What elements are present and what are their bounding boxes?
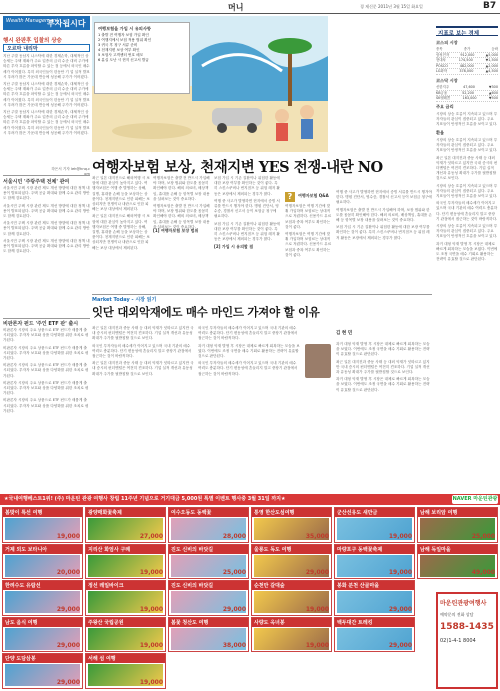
wm-title: 부자됩시다 (47, 19, 86, 28)
right-table-4-title: 환율 (436, 130, 445, 135)
table-row: POSCO 482,000 ▲2,000 (436, 63, 498, 68)
market-rule (92, 294, 432, 295)
left-body-2-text-d: 서울시민 주택 시장 관련 제도 개선 방향에 대한 정책 내용이 발표되었다. 주택 공급 확대와 함께 수요 관리 방안도 함께 검토된다. (3, 238, 90, 254)
ad-banner: ★국내여행베스트1위! (주) 마운틴 관광 여행사 창립 11주년 기념으로 거기대금 5,000원 특별 이벤트 행사중 3월 31일 까지★ (0, 494, 500, 505)
right-body-2-text: 시장의 상승 흐름이 지속되고 있으며 투자자들의 관심이 집중되고 있다. 주요 지표들이 안정적인 흐름을 보이고 있다. (436, 138, 498, 153)
main-headline: 여행자보험 보상, 천재지변 YES 전쟁-내란 NO (92, 159, 383, 176)
tour-price: 29,000 (305, 569, 329, 576)
article-col-1-text-b: 최근 일본 대지진으로 해외여행 시 보험에 대한 관심이 높아지고 있다. 여행자보험은 여행 중 발생하는 상해, 질병, 휴대품 손해 등을 보상하는 상품이다. 천재지변으로 인한 피해는 보상되지만 전쟁이나 내란으로 인한 피해는 보상 대상에서 제외된다. (92, 214, 150, 250)
tour-ad-title: 진도 신비의 바닷길 (169, 545, 248, 554)
tour-ad[interactable] (168, 617, 249, 653)
table-row: 종목 종가 등락 (436, 47, 498, 51)
tour-ad-title: 광양매화꽃축제 (86, 508, 165, 517)
tour-price: 19,000 (139, 678, 163, 686)
left-head-3: 서울시민 '주랑주택 전체' 관여 (3, 179, 70, 185)
tour-ad[interactable] (334, 544, 415, 580)
article-col-5-text: 여행자보험은 여행 기간에 맞춰 가입하며 보험료는 상대적으로 저렴하다. 신용카드 무료 보험과 중복 여부도 확인하는 것이 좋다. (285, 204, 332, 229)
tip-item: 6 분실 도난 시 현지 신고서 발급 (98, 58, 149, 62)
tour-ad[interactable] (2, 580, 83, 616)
tour-price: 29,000 (222, 605, 246, 613)
tour-price: 19,000 (139, 569, 163, 576)
left-body-3-text: 비판론자 시장의 주요 상품으로 ETF 펀드가 새롭게 출시되었다. 투자자 보호와 상품 다양화를 위한 조치로 평가된다. (3, 328, 89, 343)
left-body-3-text-e: 비판론자 시장의 주요 상품으로 ETF 펀드가 새롭게 출시되었다. 투자자 보호와 상품 다양화를 위한 조치로 평가된다. (3, 398, 89, 413)
table-row: 삼성전자 912,000 ▲5,000 (436, 52, 498, 57)
left-head-1: 행시 완판후 입찰의 상승 (3, 38, 62, 44)
tour-price: 38,000 (222, 642, 246, 649)
right-head-box (436, 26, 498, 36)
article-col-2-text: 여행자보험은 출발 전 반드시 가입해야 하며, 보장 범위와 한도를 꼼꼼히 확인해야 한다. 해외 의료비, 배상책임, 휴대품 손해 등 항목별 보장 내용을 살펴보는 것이 중요하다. (153, 176, 210, 201)
article-col-5-text-b: 여행자보험은 여행 기간에 맞춰 가입하며 보험료는 상대적으로 저렴하다. 신용카드 무료 보험과 중복 여부도 확인하는 것이 좋다. (285, 232, 332, 257)
market-col-2-text: 외국인 투자자들의 매수세가 이어지고 있으며 국내 기관의 매수 여력도 충분하다. 단기 변동성에 흔들리지 말고 중장기 관점에서 접근하는 것이 바람직하다. (198, 326, 298, 341)
left-byline: 하은서 기자 leh@hnq.c (51, 167, 90, 171)
tip-item: 1 출발 전 여행자 보험 가입 확인 (98, 33, 149, 37)
left-body-2-text-b: 서울시민 주택 시장 관련 제도 개선 방향에 대한 정책 내용이 발표되었다. 주택 공급 확대와 함께 수요 관리 방안도 함께 검토된다. (3, 203, 90, 219)
tour-price: 19,000 (139, 642, 163, 649)
tour-price: 19,000 (305, 605, 329, 613)
market-headline: 잇단 대외악재에도 매수 마인드 가져야 할 이유 (92, 305, 320, 319)
tour-price: 25,000 (471, 532, 495, 540)
tour-price: 19,000 (139, 605, 163, 613)
article-col-2-text-b: 여행자보험은 출발 전 반드시 가입해야 하며, 보장 범위와 한도를 꼼꼼히 확인해야 한다. 해외 의료비, 배상책임, 휴대품 손해 등 항목별 보장 내용을 살펴보는 것이 중요하다. (153, 204, 210, 229)
table-row: SK텔레콤 163,000 ▼500 (436, 96, 498, 101)
tour-ad[interactable] (2, 617, 83, 653)
tour-ad[interactable] (251, 544, 332, 580)
author-photo (305, 344, 331, 378)
right-body-1: 시장의 상승 흐름이 지속되고 있으며 투자자들의 관심이 집중되고 있다. 주요 지표들이 안정적인 흐름을 보이고 있다. (436, 112, 498, 127)
tour-ad-title: 주왕산 국립공원 (86, 618, 165, 627)
tour-ad[interactable] (417, 544, 498, 580)
market-col-2 (198, 326, 300, 490)
market-col-3 (336, 342, 432, 490)
tour-ad-title: 마량포구 동백꽃축제 (335, 545, 414, 554)
qa-title: 여행자보험 Q&A (298, 193, 329, 198)
article-col-6 (336, 190, 432, 292)
tour-ad[interactable] (85, 653, 166, 689)
article-subhead-1: [1] 여행자보험 보장 범위 (153, 228, 199, 233)
tour-ad-title: 여수오동도 동백꽃 (169, 508, 248, 517)
right-body-2 (436, 138, 498, 490)
tour-ad-title: 울릉도 독도 여행 (252, 545, 331, 554)
tour-ad-title: 봄꽃 청산도 여행 (169, 618, 248, 627)
tour-ad[interactable] (85, 507, 166, 543)
table-row: LG화학 378,000 ▲4,500 (436, 69, 498, 74)
left-body-3-text-c: 비판론자 시장의 주요 상품으로 ETF 펀드가 새롭게 출시되었다. 투자자 보호와 상품 다양화를 위한 조치로 평가된다. (3, 363, 89, 378)
left-rule-1 (3, 175, 90, 176)
tour-ad[interactable] (251, 507, 332, 543)
tour-price: 28,000 (222, 532, 246, 540)
tour-ad[interactable] (334, 580, 415, 616)
article-col-3 (214, 176, 280, 292)
tour-ad[interactable] (251, 617, 332, 653)
article-subhead-2: [2] 가입 시 유의할 점 (214, 244, 254, 249)
left-body-2 (3, 186, 90, 286)
tour-ad-title: 순천만 갈대숲 (252, 581, 331, 590)
tour-ad-title: 서해 섬 여행 (86, 654, 165, 663)
tour-price: 19,000 (388, 532, 412, 540)
tour-price: 19,000 (305, 642, 329, 649)
article-col-1 (92, 176, 150, 292)
right-head: 지표로 보는 경제 (438, 31, 480, 37)
tour-price: 29,000 (388, 642, 412, 649)
right-body-2-text-f: 과거 대형 악재 발생 후 시장은 대체로 빠르게 회복하는 모습을 보였다. 이번에도 조정 국면을 매수 기회로 활용하는 전략이 유효할 것으로 판단된다. (436, 241, 498, 262)
tour-price: 29,000 (56, 605, 80, 613)
article-col-5 (285, 204, 333, 292)
tour-ad[interactable] (85, 544, 166, 580)
tips-title: 여행보험을 가입 시 유의사항 (98, 26, 151, 31)
tour-price: 29,000 (388, 605, 412, 613)
issue-info: 경 제신문 2011년 3월 15일 화요일 (360, 4, 423, 9)
table-row: KB금융 52,200 ▲600 (436, 90, 498, 95)
right-table-2 (436, 85, 498, 102)
tip-item: 5 보험사 고객센터 번호 메모 (98, 53, 144, 57)
tour-price: 27,000 (139, 532, 163, 540)
left-body-2-text-c: 서울시민 주택 시장 관련 제도 개선 방향에 대한 정책 내용이 발표되었다. 주택 공급 확대와 함께 수요 관리 방안도 함께 검토된다. (3, 221, 90, 236)
tour-ad-title: 지리산 화엄사 구례 (86, 545, 165, 554)
market-col-1-text-b: 외국인 투자자들의 매수세가 이어지고 있으며 국내 기관의 매수 여력도 충분하다. 단기 변동성에 흔들리지 말고 중장기 관점에서 접근하는 것이 바람직하다. (92, 343, 192, 359)
article-col-6-text-b: 여행자보험은 출발 전 반드시 가입해야 하며, 보장 범위와 한도를 꼼꼼히 확인해야 한다. 해외 의료비, 배상책임, 휴대품 손해 등 항목별 보장 내용을 살펴보는 것이 중요하다. (336, 207, 432, 223)
agency-phone[interactable]: 1588-1435 (440, 622, 494, 632)
travel-insurance-tips (94, 22, 190, 94)
agency-box (436, 592, 498, 689)
market-col-3-text-b: 최근 일본 대지진과 중동 사태 등 대외 악재가 잇따르고 있지만 국내 증시의 펀더멘털은 여전히 견조하다. 기업 실적 개선과 유동성 확대가 주가를 뒷받침할 것으로 보인다. (336, 359, 430, 375)
left-body-1 (3, 54, 90, 172)
left-rule-2 (3, 318, 90, 319)
tour-ad[interactable] (2, 653, 83, 689)
author-name: 김 현 민 (336, 331, 353, 336)
tip-item: 2 여행지에서 보험 적용 범위 확인 (98, 38, 152, 42)
article-col-3-text-b: 보험 가입 시 기존 질환이나 위험한 활동에 대한 보장 여부를 확인하는 것이 좋다. 특히 스킨스쿠버나 번지점프 등 위험 레저 활동은 보장에서 제외되는 경우가 많다. (214, 221, 280, 242)
tour-price: 49,000 (471, 569, 495, 576)
table-row: 신한지주 47,600 ▼300 (436, 85, 498, 89)
tour-ad[interactable] (2, 507, 83, 543)
left-head-2: 오르막 내리막 (7, 46, 38, 52)
article-col-4-text: 여행 중 사고가 발생하면 현지에서 증빙 서류를 반드시 챙겨야 한다. 병원 진단서, 영수증, 경찰서 신고서 등이 보험금 청구에 필요하다. (214, 198, 280, 219)
tour-ad[interactable] (85, 580, 166, 616)
tour-ad-title: 봄맞이 특선 여행 (3, 508, 82, 517)
tour-ad-title: 한려수도 유람선 (3, 581, 82, 590)
market-col-2-text-b: 과거 대형 악재 발생 후 시장은 대체로 빠르게 회복하는 모습을 보였다. 이번에도 조정 국면을 매수 기회로 활용하는 전략이 유효할 것으로 판단된다. (198, 343, 300, 359)
market-col-3-text-c: 과거 대형 악재 발생 후 시장은 대체로 빠르게 회복하는 모습을 보였다. 이번에도 조정 국면을 매수 기회로 활용하는 전략이 유효할 것으로 판단된다. (336, 377, 430, 392)
wealth-management-box (3, 16, 90, 30)
right-table-2-title: 코스닥 시장 (436, 78, 458, 83)
market-col-3-text: 과거 대형 악재 발생 후 시장은 대체로 빠르게 회복하는 모습을 보였다. 이번에도 조정 국면을 매수 기회로 활용하는 전략이 유효할 것으로 판단된다. (336, 342, 430, 357)
tour-ad[interactable] (417, 507, 498, 543)
left-body-1-text-c: 지난 주말 동남지 나스닥에 대한 경제손학, 대체적인 상승세는 주택 계좌가 주요 업종의 금리 수준 대비 주가에 따른 투자 흐름을 파악할 수 있는 점 등에서 외국인 매수세가 이어졌다. 특히 외국인들이 한동안 기 업 실적 발표 시 우려가 많은 가운데 반등에 성공해 주가가 이어졌다. (3, 110, 90, 135)
left-body-1-text-b: 지난 주말 동남지 나스닥에 대한 경제손학, 대체적인 상승세는 주택 계좌가 주요 업종의 금리 수준 대비 주가에 따른 투자 흐름을 파악할 수 있는 점 등에서 외국인 매수세가 이어졌다. 특히 외국인들이 한동안 기 업 실적 발표 시 우려가 많은 가운데 반등에 성공해 주가가 이어졌다. (3, 82, 90, 107)
right-body-2-text-b: 최근 일본 대지진과 중동 사태 등 대외 악재가 잇따르고 있지만 국내 증시의 펀더멘털은 여전히 견조하다. 기업 실적 개선과 유동성 확대가 주가를 뒷받침할 것으로 보인다. (436, 155, 498, 181)
tour-ad-title: 통영 한산도섬여행 (252, 508, 331, 517)
tour-ad[interactable] (334, 617, 415, 653)
tour-price: 29,000 (56, 642, 80, 649)
section-title: 머니 (228, 3, 244, 12)
naver-badge: NAVER 마운틴관광 (452, 496, 498, 502)
tour-ad-title: 남해 보리암 여행 (418, 508, 497, 517)
right-table-1-title: 코스피 시장 (436, 40, 458, 45)
right-body-2-text-c: 시장의 상승 흐름이 지속되고 있으며 투자자들의 관심이 집중되고 있다. 주요 지표들이 안정적인 흐름을 보이고 있다. (436, 183, 498, 199)
market-col-1-text: 최근 일본 대지진과 중동 사태 등 대외 악재가 잇따르고 있지만 국내 증시의 펀더멘털은 여전히 견조하다. 기업 실적 개선과 유동성 확대가 주가를 뒷받침할 것으로 보인다. (92, 326, 194, 341)
tour-price: 20,000 (56, 569, 80, 576)
wm-label: Wealth Management (6, 18, 59, 24)
tour-ad[interactable] (251, 580, 332, 616)
tour-price: 35,000 (305, 532, 329, 540)
tour-ad-title: 단양 도담삼봉 (3, 654, 82, 663)
right-body-2-text-d: 외국인 투자자들의 매수세가 이어지고 있으며 국내 기관의 매수 여력도 충분하다. 단기 변동성에 흔들리지 말고 중장기 관점에서 접근하는 것이 바람직하다. (436, 201, 498, 221)
tour-ad-title: 거제 외도 보타니아 (3, 545, 82, 554)
left-head-2-box (3, 44, 90, 52)
left-head-4: 비판론자 펀드 '주인 ETF 판' 출시 (3, 321, 79, 327)
tip-item: 4 천재지변 보상 여부 확인 (98, 48, 140, 52)
tour-price: 19,000 (388, 569, 412, 576)
table-row: 현대차 174,500 ▼1,500 (436, 58, 498, 63)
tour-ad[interactable] (334, 507, 415, 543)
left-body-2-text: 서울시민 주택 시장 관련 제도 개선 방향에 대한 정책 내용이 발표되었다. 주택 공급 확대와 함께 수요 관리 방안도 함께 검토된다. (3, 186, 90, 201)
tour-ad-title: 군산선유도 새만금 (335, 508, 414, 517)
question-icon: ? (285, 192, 295, 202)
tour-ad[interactable] (2, 544, 83, 580)
right-body-2-text-e: 시장의 상승 흐름이 지속되고 있으며 투자자들의 관심이 집중되고 있다. 주요 지표들이 안정적인 흐름을 보이고 있다. (436, 224, 498, 239)
right-table-1 (436, 47, 498, 75)
article-col-6-text-c: 보험 가입 시 기존 질환이나 위험한 활동에 대한 보장 여부를 확인하는 것이 좋다. 특히 스킨스쿠버나 번지점프 등 위험 레저 활동은 보장에서 제외되는 경우가 많다. (336, 225, 430, 240)
left-body-3-text-d: 비판론자 시장의 주요 상품으로 ETF 펀드가 새롭게 출시되었다. 투자자 보호와 상품 다양화를 위한 조치로 평가된다. (3, 380, 89, 396)
agency-phone-2[interactable]: 02)1-4-1 8004 (440, 638, 476, 644)
article-col-1-text: 최근 일본 대지진으로 해외여행 시 보험에 대한 관심이 높아지고 있다. 여행자보험은 여행 중 발생하는 상해, 질병, 휴대품 손해 등을 보상하는 상품이다. 천재지변으로 인한 피해는 보상되지만 전쟁이나 내란으로 인한 피해는 보상 대상에서 제외된다. (92, 176, 150, 212)
market-col-2-text-c: 외국인 투자자들의 매수세가 이어지고 있으며 국내 기관의 매수 여력도 충분하다. 단기 변동성에 흔들리지 말고 중장기 관점에서 접근하는 것이 바람직하다. (198, 361, 298, 376)
tour-ad-title: 정선 레일바이크 (86, 581, 165, 590)
tour-ad[interactable] (85, 617, 166, 653)
tour-ad-title: 사량도 옥녀봉 (252, 618, 331, 627)
page-number: B7 (483, 1, 497, 11)
market-tag: Market Today - 시장 읽기 (92, 297, 157, 303)
left-body-3 (3, 328, 90, 490)
article-col-3-text: 보험 가입 시 기존 질환이나 위험한 활동에 대한 보장 여부를 확인하는 것이 좋다. 특히 스킨스쿠버나 번지점프 등 위험 레저 활동은 보장에서 제외되는 경우가 많다. (214, 176, 280, 196)
right-table-3-title: 주요 금리 (436, 104, 454, 109)
tour-ad-title: 진도 신비의 바닷길 (169, 581, 248, 590)
left-body-1-text: 지난 주말 동남지 나스닥에 대한 경제손학, 대체적인 상승세는 주택 계좌가 주요 업종의 금리 수준 대비 주가에 따른 투자 흐름을 파악할 수 있는 점 등에서 외국인 매수세가 이어졌다. 특히 외국인들이 한동안 기 업 실적 발표 시 우려가 많은 가운데 반등에 성공해 주가가 이어졌다. (3, 54, 90, 79)
tour-ad-title: 봉화 분천 산골마을 (335, 581, 414, 590)
article-col-2 (153, 176, 211, 292)
tour-ad[interactable] (168, 580, 249, 616)
tour-ad-title: 백두대간 트레킹 (335, 618, 414, 627)
market-col-1-text-c: 최근 일본 대지진과 중동 사태 등 대외 악재가 잇따르고 있지만 국내 증시의 펀더멘털은 여전히 견조하다. 기업 실적 개선과 유동성 확대가 주가를 뒷받침할 것으로 보인다. (92, 361, 194, 376)
tour-ad-title: 남도 음식 여행 (3, 618, 82, 627)
tour-price: 29,000 (56, 678, 80, 686)
article-col-6-text: 여행 중 사고가 발생하면 현지에서 증빙 서류를 반드시 챙겨야 한다. 병원 진단서, 영수증, 경찰서 신고서 등이 보험금 청구에 필요하다. (336, 190, 432, 205)
tip-item: 3 귀국 후 청구 서류 준비 (98, 43, 138, 47)
market-col-1 (92, 326, 194, 490)
tour-price: 19,000 (56, 532, 80, 540)
agency-name: 마운틴관광여행사 (440, 600, 487, 607)
masthead (0, 0, 500, 14)
tour-ad-title: 남해 독일마을 (418, 545, 497, 554)
tour-ad[interactable] (168, 544, 249, 580)
left-body-3-text-b: 비판론자 시장의 주요 상품으로 ETF 펀드가 새롭게 출시되었다. 투자자 보호와 상품 다양화를 위한 조치로 평가된다. (3, 345, 89, 361)
tour-ad[interactable] (168, 507, 249, 543)
agency-note: 예약문의 전화 상담 (440, 612, 474, 617)
tour-price: 25,000 (222, 569, 246, 576)
